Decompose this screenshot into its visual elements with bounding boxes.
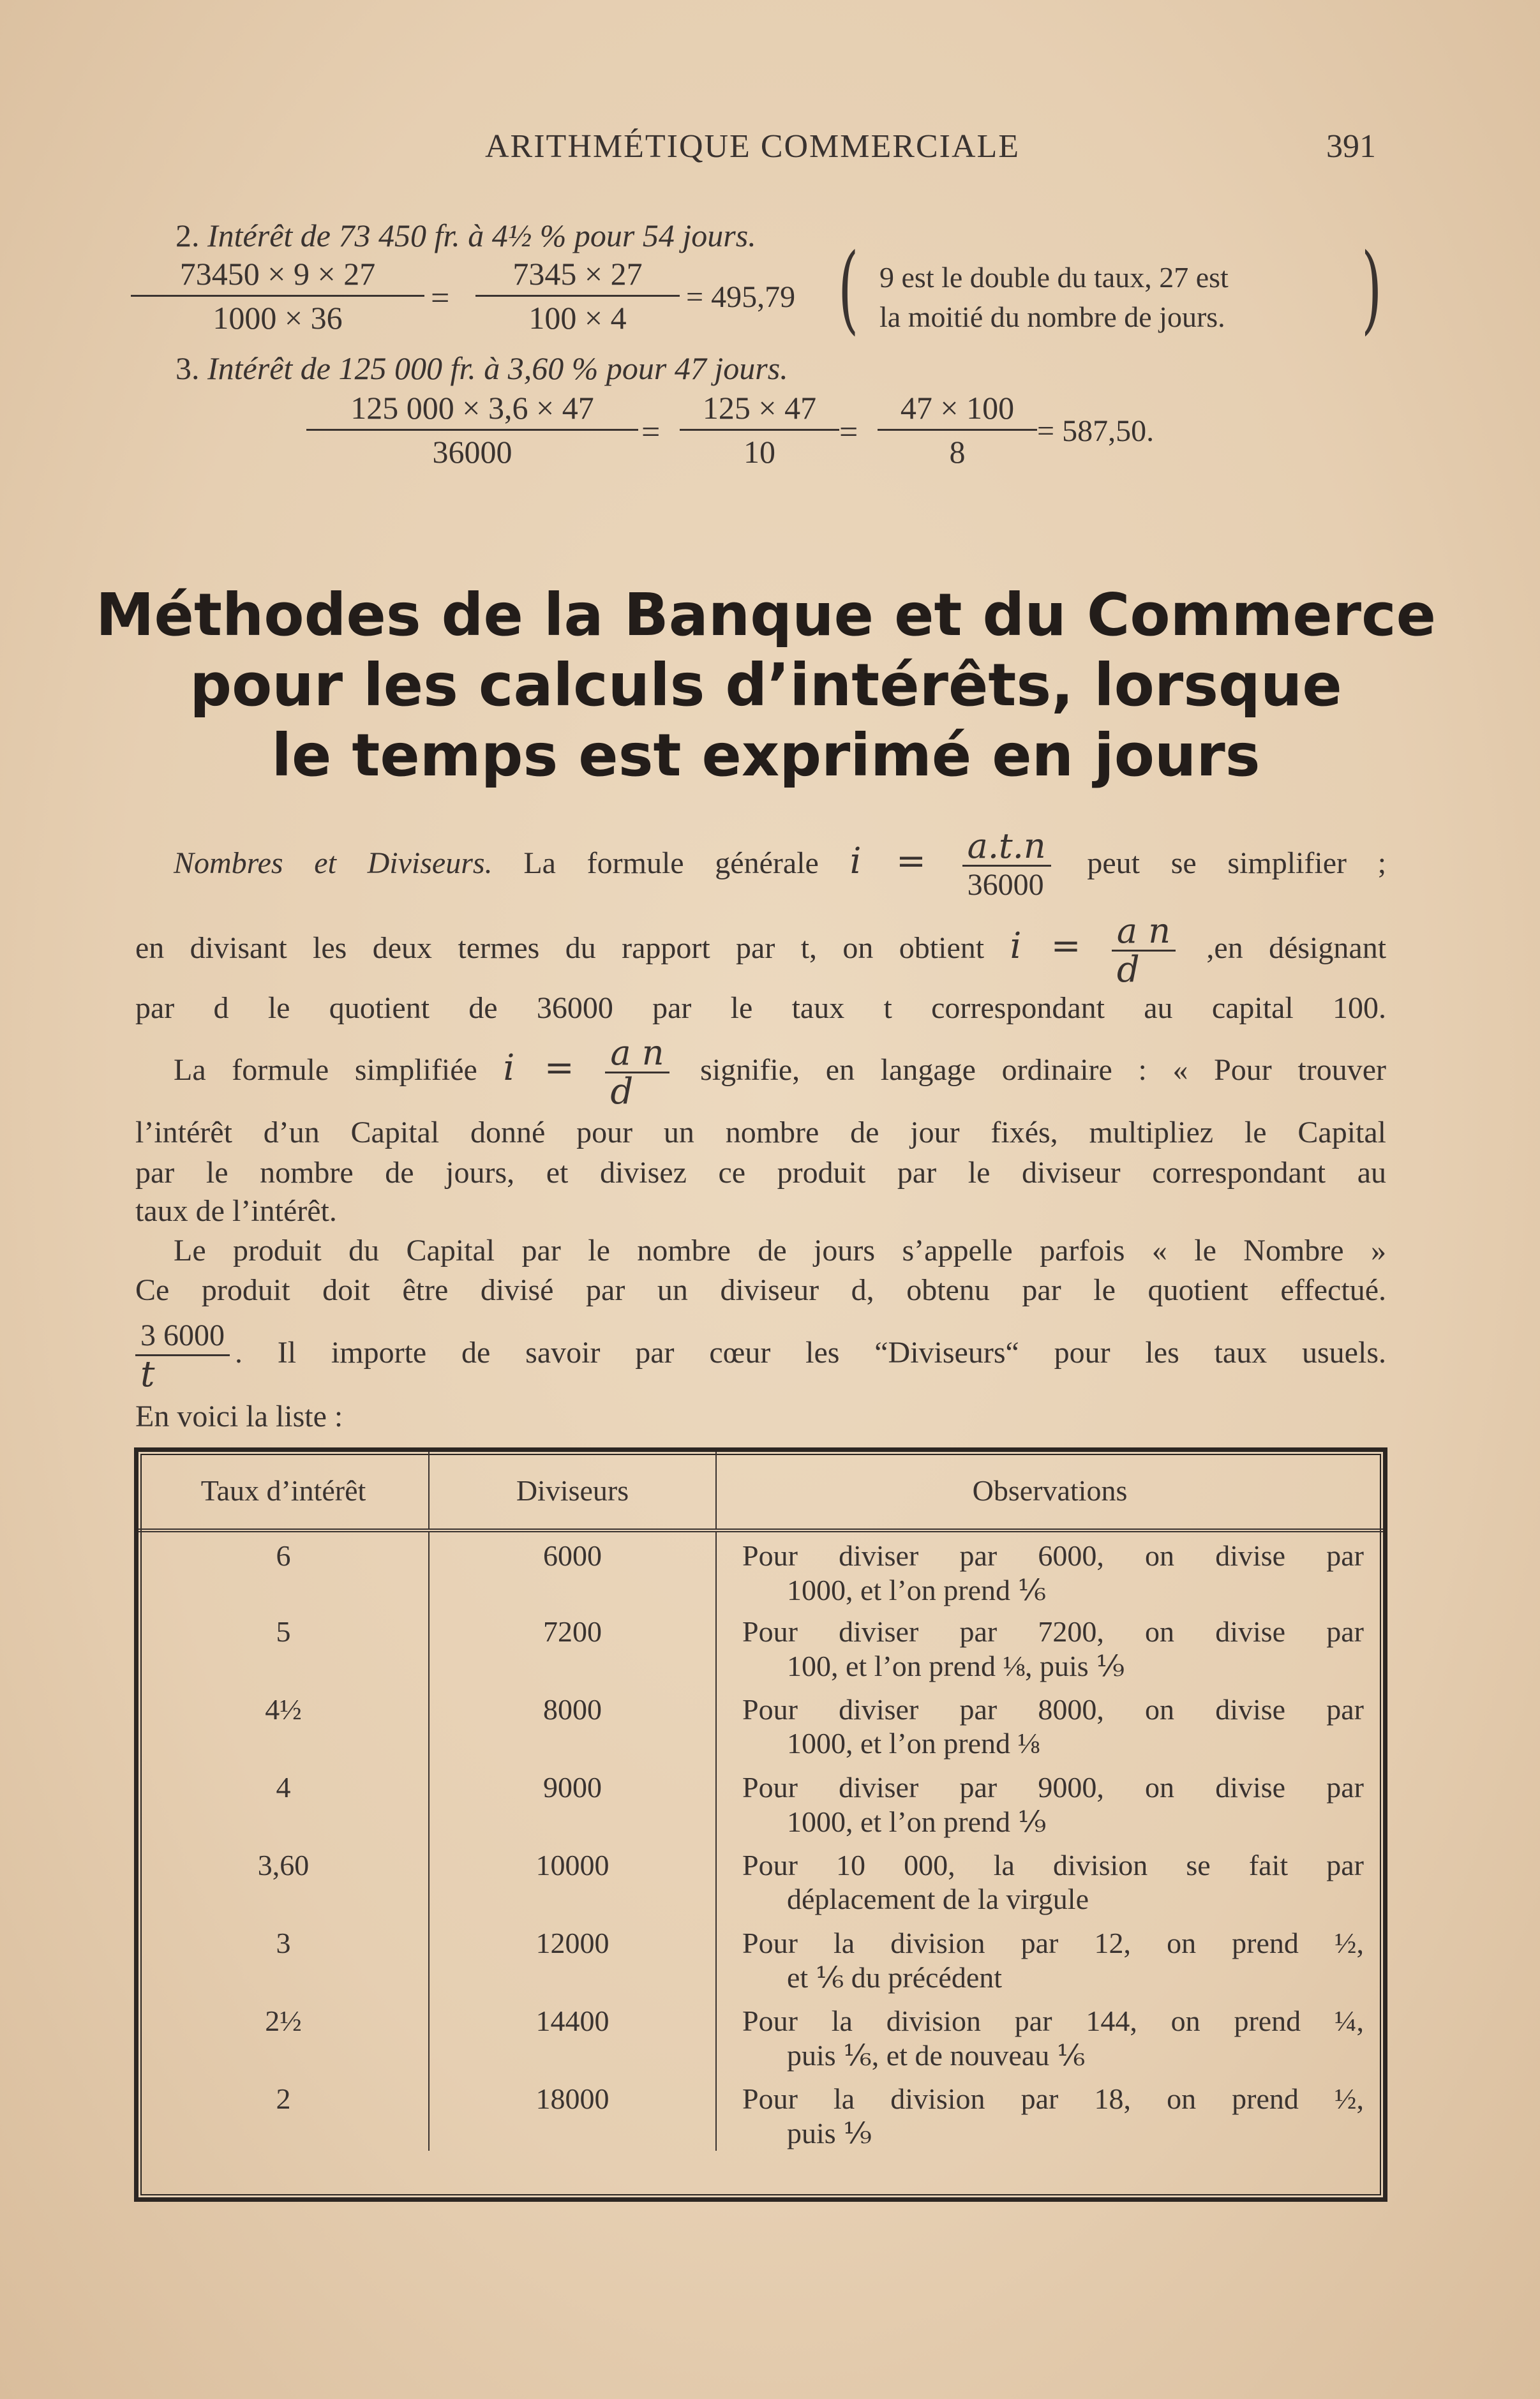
column-header-diviseurs: Diviseurs bbox=[429, 1452, 716, 1530]
formula-fraction: $\frac{\text{a n}}{d}$ bbox=[1112, 913, 1176, 989]
paragraph-line: Nombres et Diviseurs. La formule générale i = $\frac{a.t.n}{36000}$ peut se simplifier ; bbox=[135, 823, 1386, 904]
example-2-result: = 495,79 bbox=[686, 280, 796, 314]
example-3-fraction-3: $\frac{47 \times 100}{8}$ bbox=[878, 389, 1037, 470]
table-row: 6 6000 Pour diviser par 6000, on divise par 1000, et l’on prend ⅙ bbox=[138, 1530, 1383, 1608]
paragraph-lead: Nombres et Diviseurs. bbox=[174, 846, 493, 880]
paragraph-line: par le nombre de jours, et divisez ce produit par le diviseur correspondant au bbox=[135, 1156, 1386, 1190]
page-number: 391 bbox=[1326, 128, 1376, 165]
example-2-number: 2. bbox=[176, 218, 200, 253]
example-3-number: 3. bbox=[176, 350, 200, 386]
column-header-taux: Taux d’intérêt bbox=[138, 1452, 429, 1530]
example-2-text: Intérêt de 73 450 fr. à 4½ % pour 54 jours. bbox=[207, 218, 756, 253]
table-row: 4 9000 Pour diviser par 9000, on divise par 1000, et l’on prend ⅑ bbox=[138, 1764, 1383, 1842]
example-3-fraction-2: $\frac{125 \times 47}{10}$ bbox=[680, 389, 839, 470]
table-row: 2 18000 Pour la division par 18, on prend ½, puis ⅑ bbox=[138, 2075, 1383, 2151]
divisor-fraction: $\frac{3 6000}{t}$ bbox=[135, 1317, 230, 1393]
formula-fraction: $\frac{\text{a n}}{d}$ bbox=[605, 1035, 669, 1110]
column-header-observations: Observations bbox=[716, 1452, 1383, 1530]
example-3-result: = 587,50. bbox=[1037, 414, 1155, 448]
paragraph-line: Ce produit doit être divisé par un diviseur d, obtenu par le quotient effectué. bbox=[135, 1273, 1386, 1307]
example-2-fraction-2: $\frac{7345 \times 27}{100 \times 4}$ bbox=[475, 255, 680, 336]
equals-sign: = bbox=[431, 280, 450, 317]
equals-sign: = bbox=[839, 414, 858, 451]
example-3-label bbox=[176, 350, 788, 387]
right-parenthesis: ) bbox=[1361, 234, 1382, 345]
example-3-fraction-1: $\frac{125 000 \times 3,6 \times 47}{36000}$ bbox=[306, 389, 638, 470]
table-row: 3,60 10000 Pour 10 000, la division se fait par déplacement de la virgule bbox=[138, 1842, 1383, 1920]
example-2-note-line-1: 9 est le double du taux, 27 est bbox=[879, 261, 1229, 294]
section-title-line-2: pour les calculs d’intérêts, lorsque bbox=[190, 651, 1342, 719]
section-title-line-3: le temps est exprimé en jours bbox=[271, 721, 1260, 789]
table-row: 2½ 14400 Pour la division par 144, on prend ¼, puis ⅙, et de nouveau ⅙ bbox=[138, 1998, 1383, 2075]
example-2-label bbox=[176, 217, 756, 254]
paragraph-line: taux de l’intérêt. bbox=[135, 1194, 337, 1228]
paragraph-line: l’intérêt d’un Capital donné pour un nombre de jour fixés, multipliez le Capital bbox=[135, 1116, 1386, 1149]
paragraph-line: La formule simplifiée i = $\frac{\text{a n}}{d}$ signifie, en langage ordinaire : « Pour trouver bbox=[174, 1033, 1387, 1113]
example-2-fraction-1: $\frac{73450 \times 9 \times 27}{1000 \times 36}$ bbox=[131, 255, 424, 336]
running-header: ARITHMÉTIQUE COMMERCIALE bbox=[485, 128, 1020, 165]
table-header-row bbox=[138, 1452, 1383, 1530]
paragraph-line: En voici la liste : bbox=[135, 1400, 343, 1433]
section-title-line-1: Méthodes de la Banque et du Commerce bbox=[96, 581, 1437, 649]
table-row: 4½ 8000 Pour diviser par 8000, on divise par 1000, et l’on prend ⅛ bbox=[138, 1686, 1383, 1764]
equals-sign: = bbox=[641, 414, 661, 451]
paragraph-line: $\frac{3 6000}{t}$ . Il importe de savoir par cœur les “Diviseurs“ pour les taux usuels. bbox=[135, 1308, 1386, 1398]
paragraph-line: Le produit du Capital par le nombre de jours s’appelle parfois « le Nombre » bbox=[174, 1234, 1386, 1267]
table-row: 5 7200 Pour diviser par 7200, on divise par 100, et l’on prend ⅛, puis ⅑ bbox=[138, 1608, 1383, 1686]
example-3-text: Intérêt de 125 000 fr. à 3,60 % pour 47 jours. bbox=[207, 350, 788, 386]
paragraph-line: en divisant les deux termes du rapport par t, on obtient i = $\frac{\text{a n}}{d}$ ,en désignant bbox=[135, 911, 1387, 991]
example-2-note-line-2: la moitié du nombre de jours. bbox=[879, 301, 1225, 333]
divisors-table bbox=[134, 1447, 1387, 2202]
formula-fraction: $\frac{a.t.n}{36000}$ bbox=[962, 828, 1051, 904]
table-row: 3 12000 Pour la division par 12, on prend ½, et ⅙ du précédent bbox=[138, 1920, 1383, 1998]
paragraph-line: par d le quotient de 36000 par le taux t correspondant au capital 100. bbox=[135, 991, 1386, 1025]
left-parenthesis: ( bbox=[838, 234, 859, 345]
